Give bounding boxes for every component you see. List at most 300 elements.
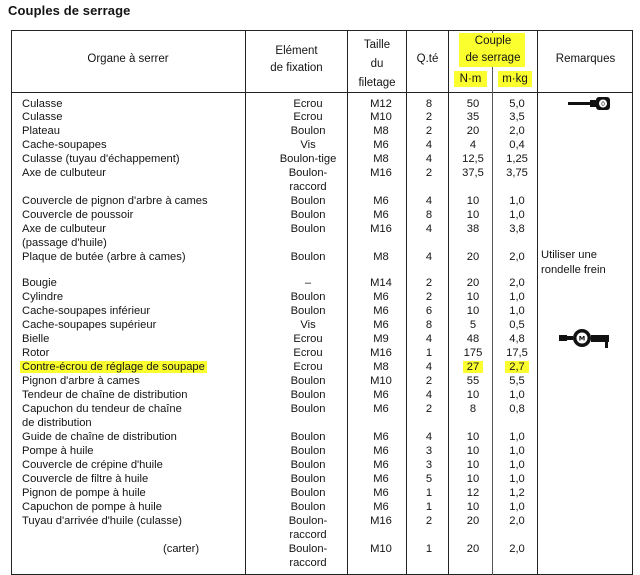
cell-mkg-text: 1,0: [509, 501, 525, 513]
cell-taille-text: M6: [373, 431, 389, 443]
cell-element-text: Boulon: [290, 375, 326, 387]
cell-organ: [22, 402, 182, 416]
cell-mkg-text: 2,7: [505, 361, 529, 373]
cell-qte-text: 4: [425, 431, 433, 443]
cell-element: [256, 458, 360, 472]
cell-nm-text: 10: [466, 431, 480, 443]
cell-nm: [452, 444, 494, 458]
header-organe: Organe à serrer: [87, 53, 169, 65]
cell-organ-text: (passage d'huile): [22, 237, 107, 249]
cell-mkg-text: 1,0: [509, 195, 525, 207]
cell-element: [256, 332, 360, 346]
cell-taille-text: M6: [373, 291, 389, 303]
cell-nm-text: 37,5: [462, 167, 484, 179]
cell-organ-text: Cache-soupapes: [22, 139, 107, 151]
cell-nm: [452, 304, 494, 318]
table-row: [0, 458, 640, 472]
cell-mkg: [496, 486, 538, 500]
cell-element: [256, 472, 360, 486]
cell-mkg: [496, 250, 538, 264]
table-row: [0, 430, 640, 444]
cell-element-text: Boulon: [290, 305, 326, 317]
cell-organ-text: Cache-soupapes supérieur: [22, 319, 157, 331]
cell-qte: [414, 542, 444, 556]
table-row: [0, 97, 640, 111]
cell-taille: [354, 458, 408, 472]
cell-taille-text: M6: [373, 209, 389, 221]
cell-mkg: [496, 514, 538, 528]
cell-qte-text: 2: [425, 167, 433, 179]
cell-mkg-text: 1,0: [509, 473, 525, 485]
table-row: [0, 402, 640, 416]
cell-nm: [452, 458, 494, 472]
cell-element-text: Boulon: [290, 487, 326, 499]
table-row: [0, 500, 640, 514]
cell-taille: [354, 472, 408, 486]
cell-mkg: [496, 346, 538, 360]
cell-taille-text: M6: [373, 195, 389, 207]
cell-element: [256, 110, 360, 124]
cell-mkg: [496, 222, 538, 236]
cell-element: [256, 514, 360, 528]
cell-element-text: Boulon-: [288, 515, 328, 527]
table-row: [0, 346, 640, 360]
table-row: [0, 222, 640, 236]
cell-organ-text: Culasse: [22, 111, 63, 123]
cell-mkg: [496, 318, 538, 332]
table-row: [0, 444, 640, 458]
cell-nm-text: 35: [466, 111, 480, 123]
cell-nm: [452, 124, 494, 138]
cell-mkg: [496, 290, 538, 304]
cell-organ: [22, 124, 60, 138]
cell-organ-text: Culasse (tuyau d'échappement): [22, 153, 180, 165]
cell-nm-text: 10: [466, 195, 480, 207]
table-row: [0, 388, 640, 402]
cell-organ-text: Axe de culbuteur: [22, 167, 106, 179]
cell-element: [256, 304, 360, 318]
cell-mkg-text: 4,8: [509, 333, 525, 345]
table-row: [0, 374, 640, 388]
header-couple: [449, 33, 537, 67]
cell-taille: [354, 346, 408, 360]
table-row: [0, 542, 640, 556]
cell-mkg-text: 1,25: [506, 153, 528, 165]
cell-element-text: Boulon: [290, 389, 326, 401]
cell-element-text: Boulon: [290, 459, 326, 471]
cell-taille: [354, 360, 408, 374]
table-row: [0, 194, 640, 208]
cell-taille-text: M14: [370, 277, 392, 289]
cell-taille-text: M6: [373, 305, 389, 317]
header-taille: [348, 36, 406, 93]
cell-taille: [354, 514, 408, 528]
cell-organ-text: Capuchon de pompe à huile: [22, 501, 162, 513]
table-row: [0, 514, 640, 528]
cell-nm: [452, 276, 494, 290]
cell-nm: [452, 166, 494, 180]
cell-qte: [414, 374, 444, 388]
cell-element: [256, 402, 360, 416]
cell-qte: [414, 124, 444, 138]
torque-wrench-gauge-icon: [557, 326, 615, 350]
cell-qte: [414, 500, 444, 514]
cell-qte-text: 1: [425, 487, 433, 499]
cell-organ-text: Rotor: [22, 347, 50, 359]
cell-mkg: [496, 444, 538, 458]
cell-qte: [414, 444, 444, 458]
cell-nm-text: 10: [466, 445, 480, 457]
cell-mkg: [496, 472, 538, 486]
cell-mkg-text: 1,0: [509, 209, 525, 221]
cell-element-text: Boulon-tige: [279, 153, 337, 165]
cell-organ-text: Tendeur de chaîne de distribution: [22, 389, 188, 401]
cell-taille-text: M10: [370, 111, 392, 123]
table-row: [0, 528, 640, 542]
cell-element-text: Boulon: [290, 209, 326, 221]
cell-taille-text: M6: [373, 501, 389, 513]
table-row: [0, 166, 640, 180]
page-title: Couples de serrage: [8, 3, 131, 18]
cell-element-text: Boulon: [290, 473, 326, 485]
cell-qte-text: 4: [425, 361, 433, 373]
cell-element-text: Boulon: [290, 501, 326, 513]
cell-qte-text: 4: [425, 195, 433, 207]
cell-qte-text: 5: [425, 473, 433, 485]
cell-qte-text: 4: [425, 389, 433, 401]
cell-organ: [22, 318, 156, 332]
cell-element-text: Boulon: [290, 251, 326, 263]
table-row: [0, 332, 640, 346]
cell-nm: [452, 138, 494, 152]
cell-element: [256, 222, 360, 236]
cell-qte-text: 1: [425, 543, 433, 555]
cell-qte-text: 4: [425, 139, 433, 151]
cell-taille: [354, 318, 408, 332]
cell-organ: [22, 290, 63, 304]
cell-element-text: Ecrou: [293, 361, 323, 373]
cell-nm-text: 27: [463, 361, 483, 373]
cell-qte-text: 8: [425, 98, 433, 110]
cell-mkg-text: 2,0: [509, 277, 525, 289]
header-mkg: m·kg: [502, 73, 528, 85]
cell-taille-text: M10: [370, 543, 392, 555]
cell-nm-text: 10: [466, 291, 480, 303]
header-remarques: Remarques: [555, 53, 616, 65]
table-row: [0, 180, 640, 194]
cell-nm: [452, 152, 494, 166]
cell-qte: [414, 402, 444, 416]
cell-qte-text: 4: [425, 251, 433, 263]
cell-organ-text: Guide de chaîne de distribution: [22, 431, 177, 443]
cell-organ: [22, 444, 94, 458]
cell-nm-text: 55: [466, 375, 480, 387]
cell-qte: [414, 194, 444, 208]
table-row: [0, 472, 640, 486]
header-taille-line: du: [370, 58, 384, 70]
cell-qte: [414, 332, 444, 346]
header-element-line: de fixation: [270, 62, 323, 74]
cell-qte: [414, 276, 444, 290]
cell-element-text: Boulon: [290, 195, 326, 207]
cell-nm: [452, 542, 494, 556]
remark-line: Utiliser une: [541, 249, 597, 261]
cell-organ-text: Couvercle de poussoir: [22, 209, 134, 221]
cell-taille: [354, 486, 408, 500]
cell-nm-text: 12: [466, 487, 480, 499]
cell-element: [256, 556, 360, 570]
cell-organ: [22, 458, 163, 472]
cell-element-text: Ecrou: [293, 347, 323, 359]
cell-nm-text: 20: [466, 515, 480, 527]
cell-organ: [22, 304, 150, 318]
cell-taille-text: M16: [370, 515, 392, 527]
cell-organ-text: Contre-écrou de réglage de soupape: [22, 361, 205, 373]
cell-element-text: Ecrou: [293, 333, 323, 345]
cell-qte-text: 6: [425, 305, 433, 317]
cell-organ: [22, 166, 106, 180]
cell-organ-text: Tuyau d'arrivée d'huile (culasse): [22, 515, 182, 527]
cell-taille-text: M9: [373, 333, 389, 345]
cell-element: [256, 208, 360, 222]
cell-mkg: [496, 542, 538, 556]
cell-mkg: [496, 152, 538, 166]
cell-organ-text: Plaque de butée (arbre à cames): [22, 251, 186, 263]
cell-organ: [22, 250, 186, 264]
cell-nm: [452, 360, 494, 374]
cell-element-text: Boulon: [290, 223, 326, 235]
cell-mkg-text: 1,2: [509, 487, 525, 499]
cell-taille-text: M6: [373, 459, 389, 471]
cell-qte: [414, 152, 444, 166]
cell-nm: [452, 402, 494, 416]
cell-element: [256, 542, 360, 556]
cell-qte-text: 2: [425, 515, 433, 527]
cell-qte-text: 2: [425, 125, 433, 137]
cell-element: [256, 138, 360, 152]
cell-taille: [354, 110, 408, 124]
cell-mkg: [496, 374, 538, 388]
cell-element-text: Boulon-: [288, 543, 328, 555]
cell-nm-text: 20: [466, 277, 480, 289]
cell-mkg: [496, 138, 538, 152]
cell-element-text: Boulon-: [288, 167, 328, 179]
cell-organ: [22, 332, 49, 346]
cell-organ: [22, 500, 162, 514]
cell-organ: [22, 276, 57, 290]
cell-nm: [452, 388, 494, 402]
cell-nm: [452, 346, 494, 360]
cell-mkg-text: 5,5: [509, 375, 525, 387]
cell-mkg-text: 2,0: [509, 125, 525, 137]
cell-element: [256, 194, 360, 208]
cell-mkg-text: 1,0: [509, 431, 525, 443]
cell-element-text: raccord: [289, 529, 327, 541]
table-row: [0, 208, 640, 222]
cell-nm: [452, 290, 494, 304]
cell-organ: [22, 208, 133, 222]
table-row: [0, 124, 640, 138]
cell-mkg: [496, 110, 538, 124]
cell-organ: [22, 416, 92, 430]
cell-mkg-text: 1,0: [509, 291, 525, 303]
cell-organ-text: Cache-soupapes inférieur: [22, 305, 151, 317]
cell-qte: [414, 138, 444, 152]
cell-element-text: –: [304, 277, 312, 289]
cell-element-text: Boulon: [290, 431, 326, 443]
cell-mkg-text: 3,8: [509, 223, 525, 235]
cell-nm-text: 10: [466, 501, 480, 513]
cell-organ-text: Couvercle de filtre à huile: [22, 473, 149, 485]
cell-qte-text: 4: [425, 223, 433, 235]
table-row: [0, 138, 640, 152]
cell-element: [256, 250, 360, 264]
cell-mkg: [496, 430, 538, 444]
cell-qte-text: 2: [425, 291, 433, 303]
cell-element: [256, 528, 360, 542]
cell-element: [256, 97, 360, 111]
cell-qte-text: 1: [425, 501, 433, 513]
torque-wrench-icon: [566, 94, 618, 112]
cell-qte: [414, 388, 444, 402]
cell-taille-text: M8: [373, 153, 389, 165]
cell-taille: [354, 166, 408, 180]
cell-mkg: [496, 166, 538, 180]
cell-mkg-text: 17,5: [506, 347, 528, 359]
cell-taille: [354, 430, 408, 444]
cell-nm-text: 20: [466, 125, 480, 137]
cell-taille: [354, 332, 408, 346]
cell-element: [256, 430, 360, 444]
remark-line: rondelle frein: [541, 264, 606, 276]
cell-taille-text: M6: [373, 139, 389, 151]
cell-element: [256, 360, 360, 374]
cell-mkg-text: 3,5: [509, 111, 525, 123]
cell-nm-text: 50: [466, 98, 480, 110]
cell-nm-text: 12,5: [462, 153, 484, 165]
table-row: [0, 290, 640, 304]
cell-taille: [354, 290, 408, 304]
cell-nm: [452, 514, 494, 528]
cell-element-text: Vis: [300, 139, 316, 151]
cell-taille-text: M10: [370, 375, 392, 387]
cell-qte-text: 8: [425, 209, 433, 221]
cell-qte: [414, 458, 444, 472]
cell-taille: [354, 124, 408, 138]
cell-taille: [354, 444, 408, 458]
cell-nm-text: 48: [466, 333, 480, 345]
cell-organ-text: Axe de culbuteur: [22, 223, 106, 235]
cell-element: [256, 276, 360, 290]
cell-organ: [163, 542, 199, 556]
header-taille-line: Taille: [363, 39, 391, 51]
cell-taille: [354, 542, 408, 556]
cell-qte-text: 3: [425, 445, 433, 457]
cell-qte-text: 2: [425, 375, 433, 387]
cell-qte: [414, 222, 444, 236]
cell-taille: [354, 402, 408, 416]
cell-organ: [22, 110, 62, 124]
cell-mkg: [496, 388, 538, 402]
cell-mkg-text: 5,0: [509, 98, 525, 110]
cell-taille: [354, 138, 408, 152]
cell-nm-text: 20: [466, 251, 480, 263]
cell-mkg: [496, 276, 538, 290]
cell-taille: [354, 222, 408, 236]
cell-organ: [22, 472, 148, 486]
cell-organ-text: Bielle: [22, 333, 50, 345]
svg-text:M: M: [578, 334, 586, 343]
cell-qte: [414, 472, 444, 486]
cell-nm: [452, 110, 494, 124]
cell-element-text: Ecrou: [293, 111, 323, 123]
header-couple-line: Couple: [474, 35, 512, 47]
table-row: [0, 110, 640, 124]
cell-mkg-text: 3,75: [506, 167, 528, 179]
cell-taille: [354, 500, 408, 514]
cell-nm: [452, 374, 494, 388]
cell-mkg: [496, 458, 538, 472]
cell-qte: [414, 166, 444, 180]
cell-element: [256, 152, 360, 166]
cell-organ-text: Cylindre: [22, 291, 64, 303]
cell-nm: [452, 486, 494, 500]
cell-element: [256, 290, 360, 304]
cell-qte: [414, 346, 444, 360]
cell-taille: [354, 194, 408, 208]
cell-mkg-text: 2,0: [509, 251, 525, 263]
cell-nm-text: 10: [466, 473, 480, 485]
cell-mkg: [496, 360, 538, 374]
cell-qte-text: 8: [425, 319, 433, 331]
table-row: [0, 304, 640, 318]
cell-organ-text: Bougie: [22, 277, 57, 289]
cell-element: [256, 318, 360, 332]
cell-organ: [22, 97, 62, 111]
cell-taille: [354, 304, 408, 318]
cell-nm: [452, 208, 494, 222]
header-nm: N·m: [459, 73, 482, 85]
cell-nm-text: 5: [469, 319, 477, 331]
cell-organ-text: Plateau: [22, 125, 60, 137]
cell-organ: [22, 486, 146, 500]
cell-qte-text: 2: [425, 403, 433, 415]
cell-nm: [452, 472, 494, 486]
cell-nm-text: 38: [466, 223, 480, 235]
cell-taille-text: M8: [373, 361, 389, 373]
cell-qte: [414, 430, 444, 444]
cell-qte: [414, 110, 444, 124]
cell-element: [256, 124, 360, 138]
cell-organ: [22, 222, 106, 236]
cell-taille: [354, 208, 408, 222]
cell-mkg: [496, 208, 538, 222]
cell-mkg: [496, 332, 538, 346]
cell-element-text: raccord: [289, 181, 327, 193]
table-row: [0, 360, 640, 374]
cell-organ: [22, 360, 207, 374]
cell-element-text: Boulon: [290, 291, 326, 303]
table-row: [0, 318, 640, 332]
cell-taille-text: M12: [370, 98, 392, 110]
cell-taille-text: M8: [373, 251, 389, 263]
header-element: [246, 43, 347, 77]
cell-nm-text: 20: [466, 543, 480, 555]
cell-taille-text: M6: [373, 445, 389, 457]
cell-qte-text: 4: [425, 153, 433, 165]
cell-qte: [414, 250, 444, 264]
cell-qte: [414, 486, 444, 500]
